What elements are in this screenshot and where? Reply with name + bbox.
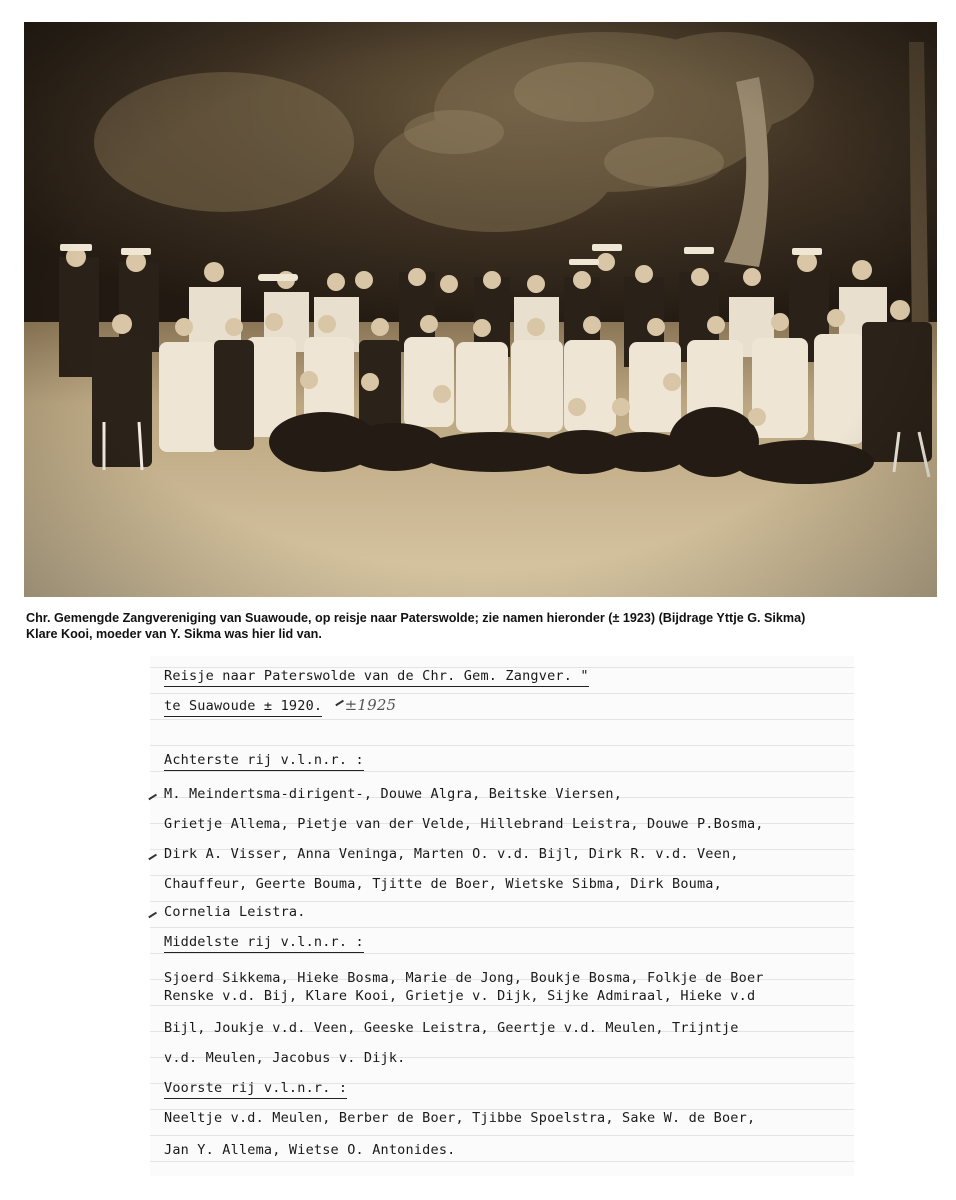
front-row-line: Neeltje v.d. Meulen, Berber de Boer, Tjibbe Spoelstra, Sake W. de Boer, [164, 1110, 756, 1126]
caption-line-1: Chr. Gemengde Zangvereniging van Suawoude, op reisje naar Paterswolde; zie namen hieronder (± 1923) (Bijdrage Yttje G. Sikma) [26, 611, 806, 625]
photo-caption [26, 610, 936, 642]
front-row-heading: Voorste rij v.l.n.r. : [164, 1080, 347, 1099]
check-mark [148, 912, 156, 918]
handwritten-year: ±1925 [344, 696, 397, 714]
middle-row-line: Bijl, Joukje v.d. Veen, Geeske Leistra, Geertje v.d. Meulen, Trijntje [164, 1020, 739, 1036]
typed-name-list [150, 656, 854, 1176]
middle-row-line: v.d. Meulen, Jacobus v. Dijk. [164, 1050, 406, 1066]
front-row-line: Jan Y. Allema, Wietse O. Antonides. [164, 1142, 456, 1158]
check-mark [148, 794, 156, 800]
document-title-line-1: Reisje naar Paterswolde van de Chr. Gem. Zangver. " [164, 668, 589, 687]
back-row-line: Dirk A. Visser, Anna Veninga, Marten O. v.d. Bijl, Dirk R. v.d. Veen, [164, 846, 739, 862]
group-photograph [24, 22, 937, 597]
back-row-line: Cornelia Leistra. [164, 904, 306, 920]
back-row-line: M. Meindertsma-dirigent-, Douwe Algra, Beitske Viersen, [164, 786, 623, 802]
document-title-line-2: te Suawoude ± 1920. [164, 698, 322, 717]
group-photo-image [24, 22, 937, 597]
check-mark [148, 854, 156, 860]
document-title-line-2-wrap [164, 696, 396, 714]
back-row-heading: Achterste rij v.l.n.r. : [164, 752, 364, 771]
middle-row-line: Sjoerd Sikkema, Hieke Bosma, Marie de Jong, Boukje Bosma, Folkje de Boer [164, 970, 764, 986]
caption-line-2: Klare Kooi, moeder van Y. Sikma was hier lid van. [26, 627, 322, 641]
back-row-line: Chauffeur, Geerte Bouma, Tjitte de Boer, Wietske Sibma, Dirk Bouma, [164, 876, 722, 892]
middle-row-heading: Middelste rij v.l.n.r. : [164, 934, 364, 953]
back-row-line: Grietje Allema, Pietje van der Velde, Hillebrand Leistra, Douwe P.Bosma, [164, 816, 764, 832]
middle-row-line: Renske v.d. Bij, Klare Kooi, Grietje v. Dijk, Sijke Admiraal, Hieke v.d [164, 988, 756, 1004]
